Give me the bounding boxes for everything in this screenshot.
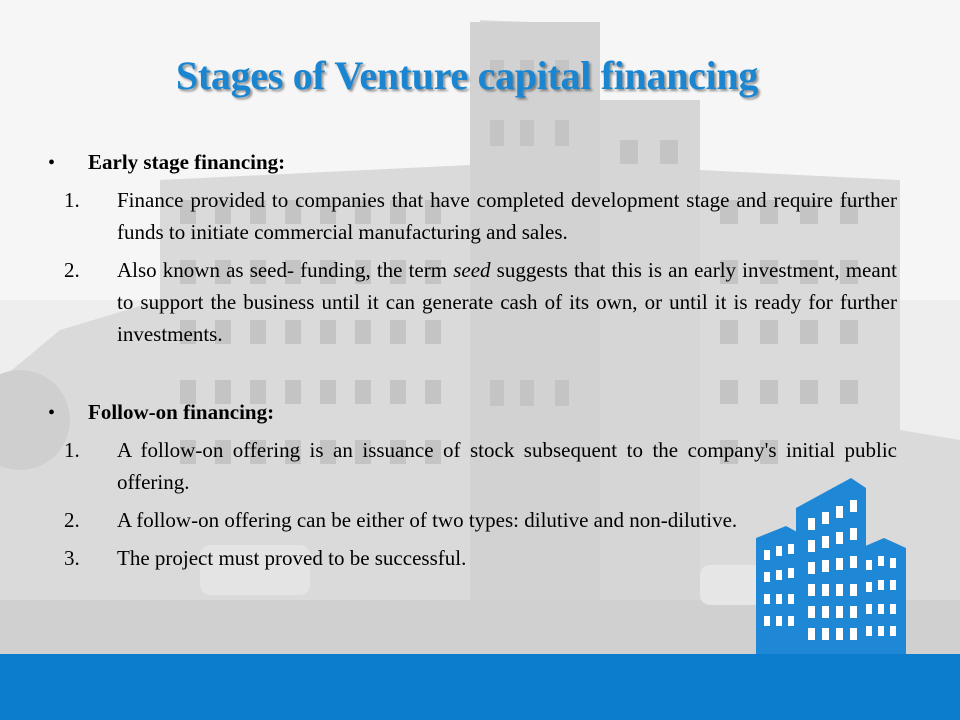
item-number: 2. (64, 508, 80, 532)
section-heading-row (0, 400, 960, 430)
item-text: Also known as seed- funding, the term seed suggests that this is an early investment, meant to support the business until it can generate cash of its own, or until it is ready for further investments. (117, 258, 898, 346)
item-number: 3. (64, 546, 80, 570)
item-text: A follow-on offering is an issuance of stock subsequent to the company's initial public offering. (117, 438, 897, 494)
item-text: Finance provided to companies that have completed development stage and require further funds to initiate commercial manufacturing and sales. (117, 188, 897, 244)
section-heading: Early stage financing: (88, 150, 286, 174)
item-emphasis: seed (453, 258, 491, 282)
item-text: The project must proved to be successful. (117, 546, 467, 570)
list-item (0, 254, 960, 350)
item-number: 1. (64, 438, 80, 462)
footer-band (0, 654, 960, 720)
bullet-dot-icon: • (48, 402, 56, 424)
item-number: 1. (64, 188, 80, 212)
list-item (0, 184, 960, 248)
slide-title: Stages of Venture capital financing (175, 53, 759, 98)
section-heading: Follow-on financing: (88, 400, 275, 424)
item-number: 2. (64, 258, 80, 282)
section-early-stage (0, 150, 960, 356)
item-text: A follow-on offering can be either of two types: dilutive and non-dilutive. (117, 508, 738, 532)
bullet-dot-icon: • (48, 152, 56, 174)
blue-buildings-icon (756, 478, 912, 658)
section-heading-row (0, 150, 960, 180)
